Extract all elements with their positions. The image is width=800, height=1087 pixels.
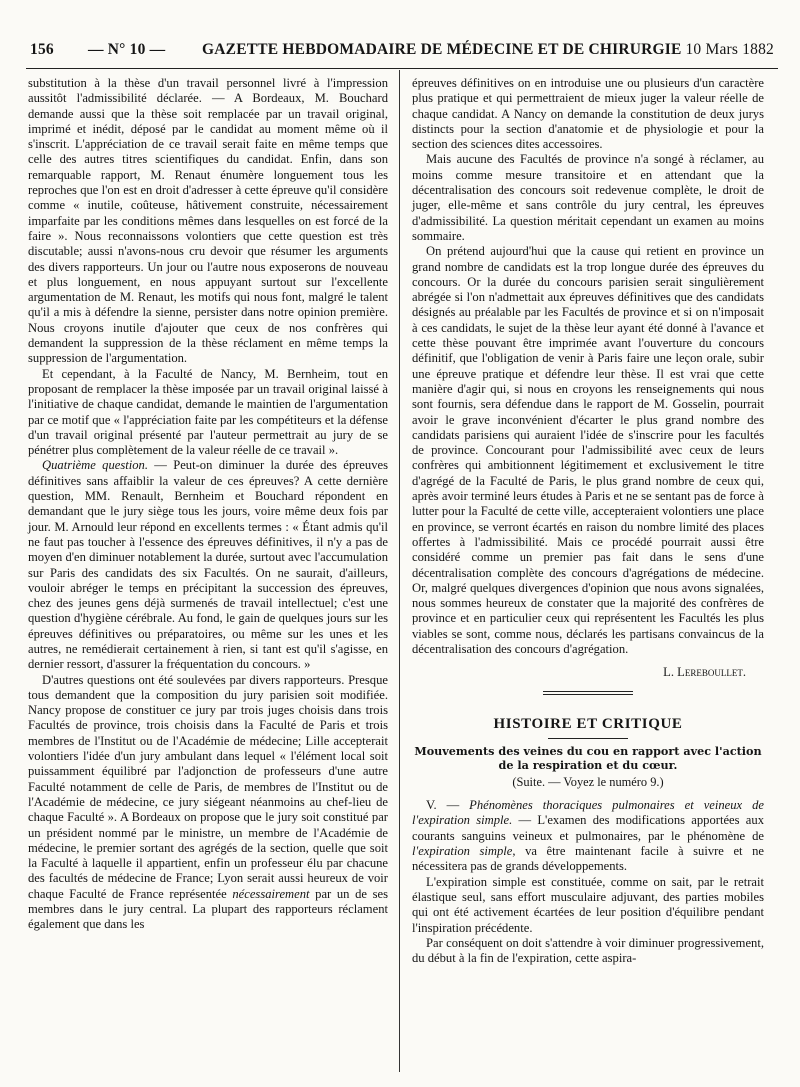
continuation-note: (Suite. — Voyez le numéro 9.) xyxy=(512,774,664,789)
header-rule xyxy=(26,68,778,69)
paragraph-text: — Peut-on diminuer la durée des épreuves définitives sans affaiblir la valeur de ces épreuves? A cette dernière question, MM. Renault, Bernheim et Bouchard répondent en demandant que le jury siège tous les jours, voire même deux fois par jour. M. Arnould leur répond en excellents termes : « Étant admis qu'il ne faut pas toucher à l'essence des épreuves définitives, il n'y a pas de moyen d'en diminuer notablement la durée, surtout avec l'accumulation sur Paris des candidats des six Facultés. On ne saurait, d'ailleurs, vouloir abréger le temps en précipitant la succession des épreuves, chez des jeunes gens déjà surmenés de travail intellectuel; c'est une question d'hygiène cérébrale. Au fond, le gain de quelques jours sur les épreuves définitives ou préparatoires, ou même sur les unes et les autres, ne remédierait certainement à rien, si tant est qu'il s'agisse, en dernier ressort, d'assurer la fréquentation du concours. » xyxy=(28,458,388,672)
right-column xyxy=(412,76,764,966)
paragraph xyxy=(412,798,764,874)
emphasis-text: l'expiration simple xyxy=(412,844,513,859)
signature-text: L. Lereboullet. xyxy=(663,665,746,680)
article-title: Mouvements des veines du cou en rapport avec l'action de la respiration et du cœur. xyxy=(414,743,762,772)
author-signature xyxy=(412,665,746,680)
paragraph: L'expiration simple est constituée, comme on sait, par le retrait élastique seul, sans effort musculaire adjuvant, des parties mobiles qui ont été activement écartées de leur position d'équilibre pendant l'inspiration précédente. xyxy=(412,874,764,935)
section-title: HISTOIRE ET CRITIQUE xyxy=(493,715,683,732)
emphasis-text: Phénomènes thoraciques pulmonaires et veineux de l'expiration simple. xyxy=(412,798,764,828)
paragraph: épreuves définitives on en introduise une ou plusieurs d'un caractère plus pratique et qui permettraient de mieux juger la valeur réelle de chaque candidat. A Nancy on demande la constitution de deux jurys distincts pour la section d'anatomie et de physiologie et pour la section des sciences dites accessoires. xyxy=(412,76,764,152)
paragraph xyxy=(28,458,388,672)
paragraph: Par conséquent on doit s'attendre à voir diminuer progressivement, du début à la fin de l'expiration, cette aspira- xyxy=(412,935,764,966)
page-number: 156 xyxy=(30,41,54,58)
question-label: Quatrième question. xyxy=(42,458,148,473)
paragraph: substitution à la thèse d'un travail personnel livré à l'impression aussitôt l'admissibilité déclarée. — A Bordeaux, M. Bouchard demande aussi que la thèse soit remplacée par un travail original, imprimé et inédit, déposé par le candidat au moment même où il s'inscrit. L'appréciation de ce travail serait faite en même temps que celle des autres titres scientifiques du candidat. Enfin, dans son remarquable rapport, M. Renaut énumère longuement tous les reproches que l'on est en droit d'adresser à cette épreuve qu'il considère comme « inutile, coûteuse, hâtivement construite, nécessairement imparfaite par les conditions mêmes dans lesquelles on est forcé de la faire ». Nous reconnaissons volontiers que cette question est très discutable; aussi n'avons-nous cru devoir que résumer les arguments des divers rapporteurs. Un jour ou l'autre nous exposerons de nouveau et plus longuement, en nous appuyant surtout sur l'excellente argumentation de M. Renaut, les motifs qui nous font, malgré le talent qu'il a mis à défendre la sienne, persister dans notre opinion première. Nous croyons inutile d'ajouter que ceux de nos confrères qui demandent la suppression de la thèse réclament en même temps la suppression de l'argumentation. xyxy=(28,76,388,366)
issue-date: 10 Mars 1882 xyxy=(685,41,774,58)
section-separator xyxy=(543,691,633,695)
emphasis-text: nécessairement xyxy=(232,886,310,901)
paragraph: Mais aucune des Facultés de province n'a songé à réclamer, au moins comme mesure transitoire et en attendant que la décentralisation des concours soit redevenue complète, le droit de juger, elle-même et sans contrôle du jury central, les épreuves d'admissibilité. La question méritait cependant un examen au moins sommaire. xyxy=(412,152,764,243)
paragraph-text: V. — xyxy=(426,798,470,813)
running-header xyxy=(22,41,778,67)
issue-number: — N° 10 — xyxy=(88,41,166,58)
paragraph xyxy=(28,673,388,933)
journal-title: GAZETTE HEBDOMADAIRE DE MÉDECINE ET DE CHIRURGIE xyxy=(202,41,682,58)
paragraph: On prétend aujourd'hui que la cause qui retient en province un grand nombre de candidats est la trop longue durée des épreuves du concours. Or la durée du concours parisien serait singulièrement abrégée si l'on n'admettait aux épreuves définitives que des candidats désignés au préalable par les Facultés de province et si on n'imposait à ces candidats, le sujet de la thèse leur ayant été donné à l'avance et cette thèse pouvant être imprimée avant l'ouverture du concours définitif, que l'obligation de venir à Paris faire une leçon orale, subir une épreuve pratique et défendre leur thèse. Il est vrai que cette manière d'agir qui, si nous en croyons les renseignements qui nous sont fournis, sera défendue dans le rapport de M. Gosselin, pourrait avoir le grave inconvénient d'écarter le plus grand nombre des candidats parisiens qui auraient l'idée de s'inscrire pour les facultés de province. Concourant pour l'admissibilité avec ceux de leurs confrères qui ambitionnent légitimement et exclusivement le titre d'agrégé de la Faculté de Paris, le plus grand nombre de ceux qui, après avoir terminé leurs études à Paris et ne se sentant pas de force à lutter pour la Faculté de cette ville, accepteraient volontiers une place en province, se verront écartés en raison du nombre limité des places offertes à l'admissibilité. Mais ce procédé pourrait aussi être considéré comme un premier pas fait dans le sens d'une décentralisation complète des concours d'agrégations de médecine. Or, malgré quelques divergences d'opinion que nous avons signalées, nous sommes heureux de constater que la majorité des confrères de province et en particulier ceux qui représentent les Facultés les plus viables se sont, comme nous, déclarés les partisans convaincus de la décentralisation des concours d'agrégation. xyxy=(412,244,764,656)
paragraph-text: par un de ses membres dans le jury central. La plupart des rapporteurs réclament également que dans les xyxy=(28,886,389,932)
paragraph-text: — L'examen des modifications apportées aux courants sanguins veineux et pulmonaires, par le phénomène de xyxy=(412,813,764,843)
column-divider xyxy=(399,70,400,1072)
section-title-rule xyxy=(548,738,628,739)
paragraph-text: , va être maintenant facile à suivre et ne nécessitera pas de grands développements. xyxy=(412,844,764,874)
paragraph: Et cependant, à la Faculté de Nancy, M. Bernheim, tout en proposant de remplacer la thèse imposée par un travail original laissé à l'initiative de chaque candidat, demande le maintien de l'argumentation par ce motif que « l'appréciation faite par les compétiteurs et la défense d'un travail original présenté par l'auteur permettrait au jury de se pénétrer plus complètement de la valeur réelle de ce travail ». xyxy=(28,366,388,458)
paragraph-text: D'autres questions ont été soulevées par divers rapporteurs. Presque tous demandent que la composition du jury parisien soit modifiée. Nancy propose de constituer ce jury par trois juges choisis dans trois Facultés de province, trois choisis dans la Faculté de Paris et trois membres de l'Institut ou de l'Académie de médecine; Lille accepterait volontiers l'idée d'un jury ambulant dans lequel « l'élément local soit puissamment équilibré par l'adjonction de professeurs d'une autre Faculté notamment de celle de Paris, de membres de l'Institut ou de l'Académie de médecine, ce jury siégeant néanmoins au chef-lieu de chaque Faculté ». A Bordeaux on propose que le jury soit constitué par un président nommé par le ministre, un membre de l'Académie de médecine, le premier sortant des agrégés de la section, quelle que soit la Faculté à laquelle il appartient, enfin un professeur élu par chacune des facultés de médecine de France; Lyon serait aussi heureux de voir chaque Faculté de France représentée xyxy=(28,672,388,901)
left-column xyxy=(28,76,388,933)
